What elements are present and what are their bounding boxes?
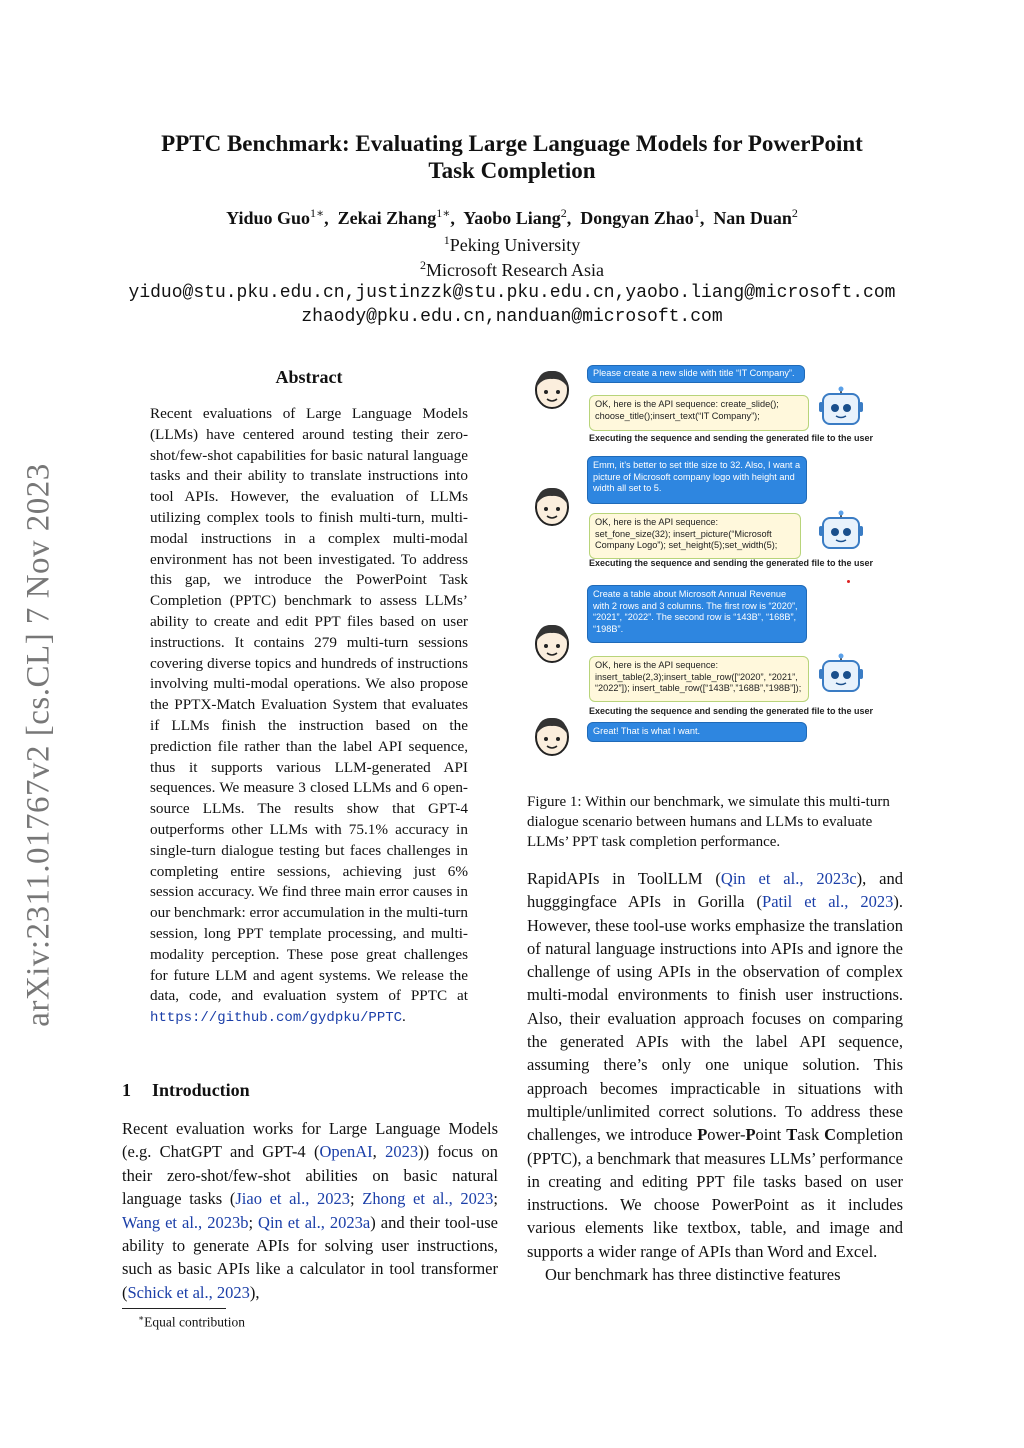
author: Zekai Zhang$^{1∗}$,	[337, 206, 460, 228]
paragraph: RapidAPIs in ToolLLM (Qin et al., 2023c), and hugggingface APIs in Gorilla (Patil et al., 2023). However, these tool-use works emphasize the translation of natural language instructions into APIs and ignore the challenge of using APIs in the observation of complex multi-modal environments to finish user instructions. Also, their evaluation approach focuses on comparing the generated APIs with the label API sequence, assuming there’s only one unique solution. This approach becomes impracticable in situations with multiple/unlimited correct solutions. To address these challenges, we introduce Power-Point Task Completion (PPTC), a benchmark that measures LLMs’ performance in creating and editing PPT file tasks based on user instructions. We choose PowerPoint as it includes various elements like textbox, table, and image and supports a wider range of APIs than Word and Excel.	[527, 869, 904, 1261]
citation-qin[interactable]: Qin et al., 2023a	[258, 1212, 371, 1232]
abstract-body: Recent evaluations of Large Language Models (LLMs) have centered around testing their zero-shot/few-shot capabilities for basic natural language tasks and their ability to translate instructions into tool APIs. However, the evaluation of LLMs utilizing complex tools to finish multi-turn, multi-modal instructions in a complex multi-modal environment has not been investigated. To address this gap, we introduce the PowerPoint Task Completion (PPTC) benchmark to assess LLMs’ ability to create and edit PPT files based on user instructions. It contains 279 multi-turn sessions covering diverse topics and hundreds of instructions involving multi-modal operations. We also propose the PPTX-Match Evaluation System that evaluates if LLMs finish the instruction based on the prediction file rather than the label API sequence, thus it supports various LLM-generated API sequences. We measure 3 closed LLMs and 6 open-source LLMs. The results show that GPT-4 outperforms other LLMs with 75.1% accuracy in single-turn dialogue testing but faces challenges in completing entire sessions, achieving just 6% session accuracy. We find three main error causes in our benchmark: error accumulation in the multi-turn session, long PPT template processing, and multi-modality perception. These pose great challenges for future LLM and agent systems. We release the data, code, and evaluation system of PPTC at https://github.com/gydpku/PPTC.	[150, 405, 468, 1027]
citation-openai-year[interactable]: 2023	[385, 1142, 419, 1162]
citation-patil[interactable]: Patil et al., 2023	[762, 892, 894, 912]
bot-message: OK, here is the API sequence: set_fone_size(32); insert_picture(“Microsoft Company Logo”); set_height(5);set_width(5);	[589, 513, 801, 559]
right-column-text	[527, 867, 903, 1286]
human-avatar-icon	[532, 620, 572, 666]
footnote-rule	[122, 1308, 226, 1309]
author: Yaobo Liang$^2$,	[463, 206, 576, 228]
title-line-2: Task Completion	[428, 158, 596, 183]
execution-note: Executing the sequence and sending the generated file to the user	[589, 433, 874, 443]
emails-line-2: zhaody@pku.edu.cn,nanduan@microsoft.com	[301, 307, 723, 327]
figure-1	[527, 358, 907, 763]
citation-schick[interactable]: Schick et al., 2023	[127, 1282, 250, 1302]
user-message: Please create a new slide with title “IT Company”.	[587, 365, 805, 383]
robot-avatar-icon	[817, 510, 865, 554]
arxiv-sidebar	[14, 460, 64, 1030]
author: Nan Duan$^2$	[713, 206, 798, 228]
red-dot	[847, 580, 850, 583]
user-message: Great! That is what I want.	[587, 722, 807, 742]
affiliation-1: $^1$Peking University	[443, 233, 581, 255]
citation-jiao[interactable]: Jiao et al., 2023	[235, 1189, 351, 1209]
bot-message: OK, here is the API sequence: insert_table(2,3);insert_table_row([“2020”, “2021”, “2022”]); insert_table_row([“143B”,”168B”,”198B”]);	[589, 656, 809, 702]
citation-wang[interactable]: Wang et al., 2023b	[122, 1212, 249, 1232]
citation-qin-c[interactable]: Qin et al., 2023c	[720, 869, 857, 888]
citation-zhong[interactable]: Zhong et al., 2023	[362, 1189, 494, 1209]
robot-avatar-icon	[817, 653, 865, 697]
section-heading: 1 Introduction	[122, 1080, 250, 1100]
figure-caption: Figure 1: Within our benchmark, we simulate this multi-turn dialogue scenario between humans and LLMs to evaluate LLMs’ PPT task completion performance.	[527, 794, 890, 850]
author: Dongyan Zhao$^1$,	[580, 206, 709, 228]
citation-openai[interactable]: OpenAI	[319, 1142, 373, 1162]
emails-line-1: yiduo@stu.pku.edu.cn,justinzzk@stu.pku.edu.cn,yaobo.liang@microsoft.com	[128, 283, 896, 303]
execution-note: Executing the sequence and sending the generated file to the user	[589, 706, 874, 716]
user-message: Create a table about Microsoft Annual Revenue with 2 rows and 3 columns. The first row is “2020”, “2021”, “2022”. The second row is “143B”, “168B”, “198B”.	[587, 585, 807, 643]
paragraph: Our benchmark has three distinctive features	[545, 1265, 841, 1285]
user-message: Emm, it’s better to set title size to 32. Also, I want a picture of Microsoft company logo with height and width all set to 5.	[587, 456, 807, 504]
robot-avatar-icon	[817, 386, 865, 430]
title-line-1: PPTC Benchmark: Evaluating Large Language Models for PowerPoint	[161, 131, 863, 156]
bot-message: OK, here is the API sequence: create_slide(); choose_title();insert_text(“IT Company”);	[589, 395, 809, 431]
github-link[interactable]: https://github.com/gydpku/PPTC	[150, 1010, 403, 1027]
affiliation-2: $^2$Microsoft Research Asia	[420, 258, 604, 280]
paper-title	[90, 130, 934, 184]
execution-note: Executing the sequence and sending the generated file to the user	[589, 558, 874, 568]
intro-paragraph: Recent evaluation works for Large Language Models (e.g. ChatGPT and GPT-4 (OpenAI, 2023)) focus on their zero-shot/few-shot abilities on basic natural language tasks (Jiao et al., 2023; Zhong et al., 2023; Wang et al., 2023b; Qin et al., 2023a) and their tool-use ability to generate APIs for solving user instructions, such as basic APIs like a calculator in tool transformer (Schick et al., 2023),	[122, 1119, 498, 1302]
author: Yiduo Guo$^{1∗}$,	[226, 206, 334, 228]
human-avatar-icon	[532, 713, 572, 759]
arxiv-id: arXiv:2311.01767v2 [cs.CL] 7 Nov 2023	[20, 463, 57, 1027]
human-avatar-icon	[532, 483, 572, 529]
author-list	[90, 206, 934, 229]
human-avatar-icon	[532, 366, 572, 412]
footnote: ∗Equal contribution	[138, 1313, 245, 1330]
abstract-heading: Abstract	[275, 367, 343, 387]
